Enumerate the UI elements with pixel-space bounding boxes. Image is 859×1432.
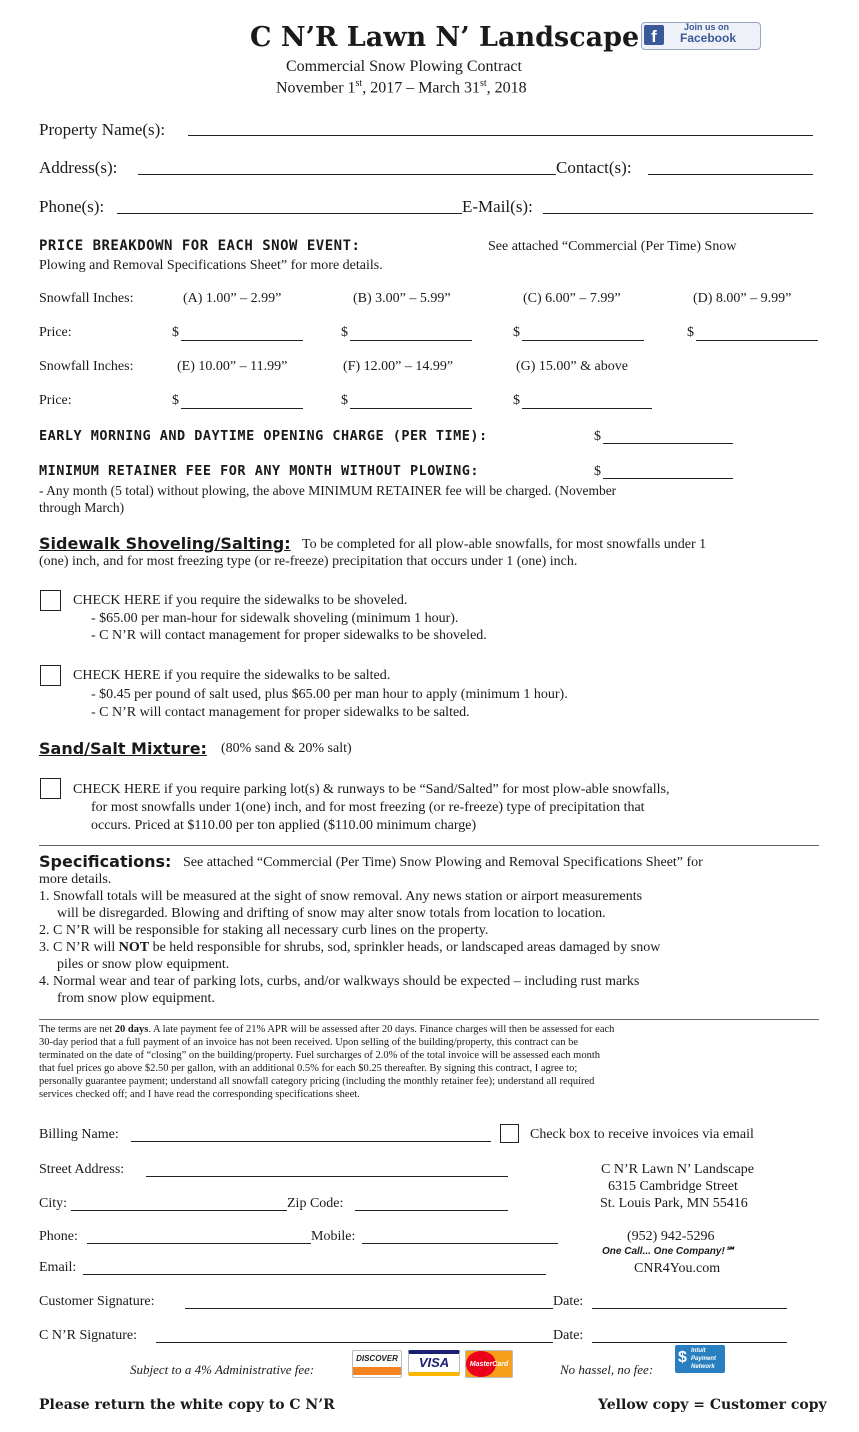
terms-1c: . A late payment fee of 21% APR will be assessed after 20 days. Finance charges will then be assessed for each: [148, 1024, 615, 1035]
company-city: St. Louis Park, MN 55416: [600, 1196, 748, 1211]
discover-text: DISCOVER: [356, 1354, 398, 1363]
company-street: 6315 Cambridge Street: [608, 1179, 738, 1194]
salt-option: CHECK HERE if you require the sidewalks to be salted.: [73, 668, 391, 683]
phone-field[interactable]: [117, 213, 462, 214]
price-g-field[interactable]: [522, 408, 652, 409]
tier-d: (D) 8.00” – 9.99”: [693, 291, 792, 306]
discover-stripe: [353, 1367, 401, 1375]
city-label: City:: [39, 1196, 68, 1211]
terms-line-2: 30-day period that a full payment of an invoice has not been received. Upon selling of the building/property, this contract can be: [39, 1037, 579, 1048]
no-fee-text: No hassel, no fee:: [560, 1362, 654, 1377]
billing-name-label: Billing Name:: [39, 1127, 119, 1142]
phone-label: Phone(s):: [39, 197, 105, 216]
address-field[interactable]: [138, 174, 556, 175]
divider-2: [39, 1019, 819, 1020]
price-c-field[interactable]: [522, 340, 644, 341]
snowfall-label-row2: Snowfall Inches:: [39, 359, 134, 374]
shovel-detail-a: - $65.00 per man-hour for sidewalk shoveling (minimum 1 hour).: [91, 611, 459, 626]
spec-3-rest: be held responsible for shrubs, sod, sprinkler heads, or landscaped areas damaged by snow: [149, 940, 661, 955]
intuit-text: Intuit Payment Network: [691, 1348, 717, 1370]
terms-1a: The terms are net: [39, 1024, 115, 1035]
dollar-e: $: [172, 393, 179, 408]
company-slogan: One Call... One Company!℠: [602, 1246, 735, 1257]
terms-days: 20 days: [114, 1024, 149, 1035]
customer-signature-field[interactable]: [185, 1308, 553, 1309]
customer-date-label: Date:: [553, 1294, 584, 1309]
tier-c: (C) 6.00” – 7.99”: [523, 291, 621, 306]
spec-item-1a: 1. Snowfall totals will be measured at the sight of snow removal. Any news station or airport measurements: [39, 889, 643, 904]
sand-heading: Sand/Salt Mixture:: [39, 739, 207, 758]
dollar-f: $: [341, 393, 348, 408]
price-d-field[interactable]: [696, 340, 818, 341]
cnr-signature-label: C N’R Signature:: [39, 1328, 137, 1343]
price-e-field[interactable]: [181, 408, 303, 409]
price-a-field[interactable]: [181, 340, 303, 341]
price-label-row2: Price:: [39, 393, 72, 408]
spec-item-3b: piles or snow plow equipment.: [57, 957, 230, 972]
cnr-date-field[interactable]: [592, 1342, 787, 1343]
price-label-row1: Price:: [39, 325, 72, 340]
customer-signature-label: Customer Signature:: [39, 1294, 155, 1309]
specs-intro-2: more details.: [39, 872, 112, 887]
sand-checkbox[interactable]: [40, 778, 61, 799]
property-field[interactable]: [188, 135, 813, 136]
spec-item-2: 2. C N’R will be responsible for staking all necessary curb lines on the property.: [39, 923, 489, 938]
mobile-label: Mobile:: [311, 1229, 356, 1244]
sand-mix: (80% sand & 20% salt): [221, 741, 352, 756]
tier-f: (F) 12.00” – 14.99”: [343, 359, 454, 374]
early-charge-heading: EARLY MORNING AND DAYTIME OPENING CHARGE (PER TIME):: [39, 428, 488, 444]
billing-phone-field[interactable]: [87, 1243, 311, 1244]
retainer-heading: MINIMUM RETAINER FEE FOR ANY MONTH WITHOUT PLOWING:: [39, 463, 480, 479]
shovel-checkbox[interactable]: [40, 590, 61, 611]
city-field[interactable]: [71, 1210, 287, 1211]
price-b-field[interactable]: [350, 340, 472, 341]
price-breakdown-heading: PRICE BREAKDOWN FOR EACH SNOW EVENT:: [39, 238, 361, 254]
zip-field[interactable]: [355, 1210, 508, 1211]
sidewalk-intro-2: (one) inch, and for most freezing type (or re-freeze) precipitation that occurs under 1 (one) inch.: [39, 554, 578, 569]
mastercard-text: MasterCard: [469, 1361, 509, 1368]
divider-1: [39, 845, 819, 846]
terms-line-5: personally guarantee payment; understand all snowfall category pricing (including the monthly retainer fee); understand all required: [39, 1076, 595, 1087]
property-label: Property Name(s):: [39, 120, 166, 139]
contact-field[interactable]: [648, 174, 813, 175]
footer-left: Please return the white copy to C N’R: [39, 1397, 335, 1413]
footer-right: Yellow copy = Customer copy: [598, 1397, 827, 1413]
early-charge-field[interactable]: [603, 443, 733, 444]
salt-detail-b: - C N’R will contact management for proper sidewalks to be salted.: [91, 705, 470, 720]
salt-checkbox[interactable]: [40, 665, 61, 686]
facebook-icon: f: [644, 25, 664, 45]
spec-item-4a: 4. Normal wear and tear of parking lots, curbs, and/or walkways should be expected – including rust marks: [39, 974, 640, 989]
specs-intro: See attached “Commercial (Per Time) Snow Plowing and Removal Specifications Sheet” for: [183, 855, 703, 870]
sidewalk-heading: Sidewalk Shoveling/Salting:: [39, 534, 291, 553]
spec-item-3a: [39, 940, 660, 956]
billing-email-label: Email:: [39, 1260, 77, 1275]
billing-name-field[interactable]: [131, 1141, 491, 1142]
street-field[interactable]: [146, 1176, 508, 1177]
email-field[interactable]: [543, 213, 813, 214]
billing-phone-label: Phone:: [39, 1229, 78, 1244]
sand-line-3: occurs. Priced at $110.00 per ton applied ($110.00 minimum charge): [91, 818, 477, 833]
dollar-a: $: [172, 325, 179, 340]
company-phone: (952) 942-5296: [627, 1229, 715, 1244]
street-label: Street Address:: [39, 1162, 125, 1177]
sand-line-2: for most snowfalls under 1(one) inch, and for most freezing (or re-freeze) type of precipitation that: [91, 800, 645, 815]
email-invoice-checkbox[interactable]: [500, 1124, 519, 1143]
terms-line-3: terminated on the date of “closing” on the building/property. Fuel surcharges of 2.0% of the total invoice will be assessed each month: [39, 1050, 601, 1061]
salt-detail-a: - $0.45 per pound of salt used, plus $65.00 per man hour to apply (minimum 1 hour).: [91, 687, 568, 702]
contract-dates: November 1st, 2017 – March 31st, 2018: [276, 78, 527, 97]
company-website[interactable]: CNR4You.com: [634, 1261, 721, 1276]
admin-fee-text: Subject to a 4% Administrative fee:: [130, 1362, 315, 1377]
contract-subtitle: Commercial Snow Plowing Contract: [286, 58, 522, 75]
early-dollar: $: [594, 429, 601, 444]
company-title: C N’R Lawn N’ Landscape: [250, 22, 640, 53]
discover-card-icon: [352, 1350, 402, 1378]
spec-3-start: 3. C N’R will: [39, 940, 119, 955]
mastercard-icon: [465, 1350, 513, 1378]
retainer-field[interactable]: [603, 478, 733, 479]
tier-b: (B) 3.00” – 5.99”: [353, 291, 451, 306]
spec-item-4b: from snow plow equipment.: [57, 991, 215, 1006]
tier-e: (E) 10.00” – 11.99”: [177, 359, 288, 374]
facebook-name: Facebook: [680, 31, 737, 45]
email-invoice-label: Check box to receive invoices via email: [530, 1127, 754, 1142]
billing-email-field[interactable]: [83, 1274, 546, 1275]
terms-line-6: services checked off; and I have read the corresponding specifications sheet.: [39, 1089, 360, 1100]
dollar-c: $: [513, 325, 520, 340]
facebook-badge[interactable]: [641, 22, 761, 50]
dollar-g: $: [513, 393, 520, 408]
terms-line-1: [39, 1024, 614, 1035]
terms-line-4: that fuel prices go above $2.50 per gallon, with an additional 0.5% for each $0.25 thereafter. By signing this contract, I agree to;: [39, 1063, 578, 1074]
dollar-d: $: [687, 325, 694, 340]
mobile-field[interactable]: [362, 1243, 558, 1244]
price-note-1: See attached “Commercial (Per Time) Snow: [488, 239, 737, 254]
intuit-payment-icon: [675, 1345, 725, 1373]
spec-item-1b: will be disregarded. Blowing and drifting of snow may alter snow totals from location to location.: [57, 906, 606, 921]
company-name: C N’R Lawn N’ Landscape: [601, 1162, 754, 1177]
cnr-signature-field[interactable]: [156, 1342, 553, 1343]
shovel-option: CHECK HERE if you require the sidewalks to be shoveled.: [73, 593, 408, 608]
shovel-detail-b: - C N’R will contact management for proper sidewalks to be shoveled.: [91, 628, 487, 643]
price-note-2: Plowing and Removal Specifications Sheet” for more details.: [39, 258, 383, 273]
tier-a: (A) 1.00” – 2.99”: [183, 291, 282, 306]
tier-g: (G) 15.00” & above: [516, 359, 628, 374]
snowfall-label-row1: Snowfall Inches:: [39, 291, 134, 306]
dollar-b: $: [341, 325, 348, 340]
visa-card-icon: VISA: [408, 1350, 460, 1376]
intuit-symbol: $: [678, 1349, 687, 1366]
spec-3-not: NOT: [118, 940, 150, 955]
zip-label: Zip Code:: [287, 1196, 344, 1211]
sidewalk-intro-1: To be completed for all plow-able snowfalls, for most snowfalls under 1: [302, 537, 707, 552]
retainer-note-1: - Any month (5 total) without plowing, the above MINIMUM RETAINER fee will be charged. (November: [39, 483, 617, 498]
retainer-dollar: $: [594, 464, 601, 479]
specs-heading: Specifications:: [39, 852, 172, 871]
retainer-note-2: through March): [39, 500, 125, 515]
address-label: Address(s):: [39, 158, 118, 177]
facebook-join-text: Join us on: [684, 22, 729, 32]
sand-line-1: CHECK HERE if you require parking lot(s) & runways to be “Sand/Salted” for most plow-able snowfalls,: [73, 782, 670, 797]
contact-label: Contact(s):: [556, 158, 632, 177]
price-f-field[interactable]: [350, 408, 472, 409]
customer-date-field[interactable]: [592, 1308, 787, 1309]
email-label: E-Mail(s):: [462, 197, 533, 216]
cnr-date-label: Date:: [553, 1328, 584, 1343]
